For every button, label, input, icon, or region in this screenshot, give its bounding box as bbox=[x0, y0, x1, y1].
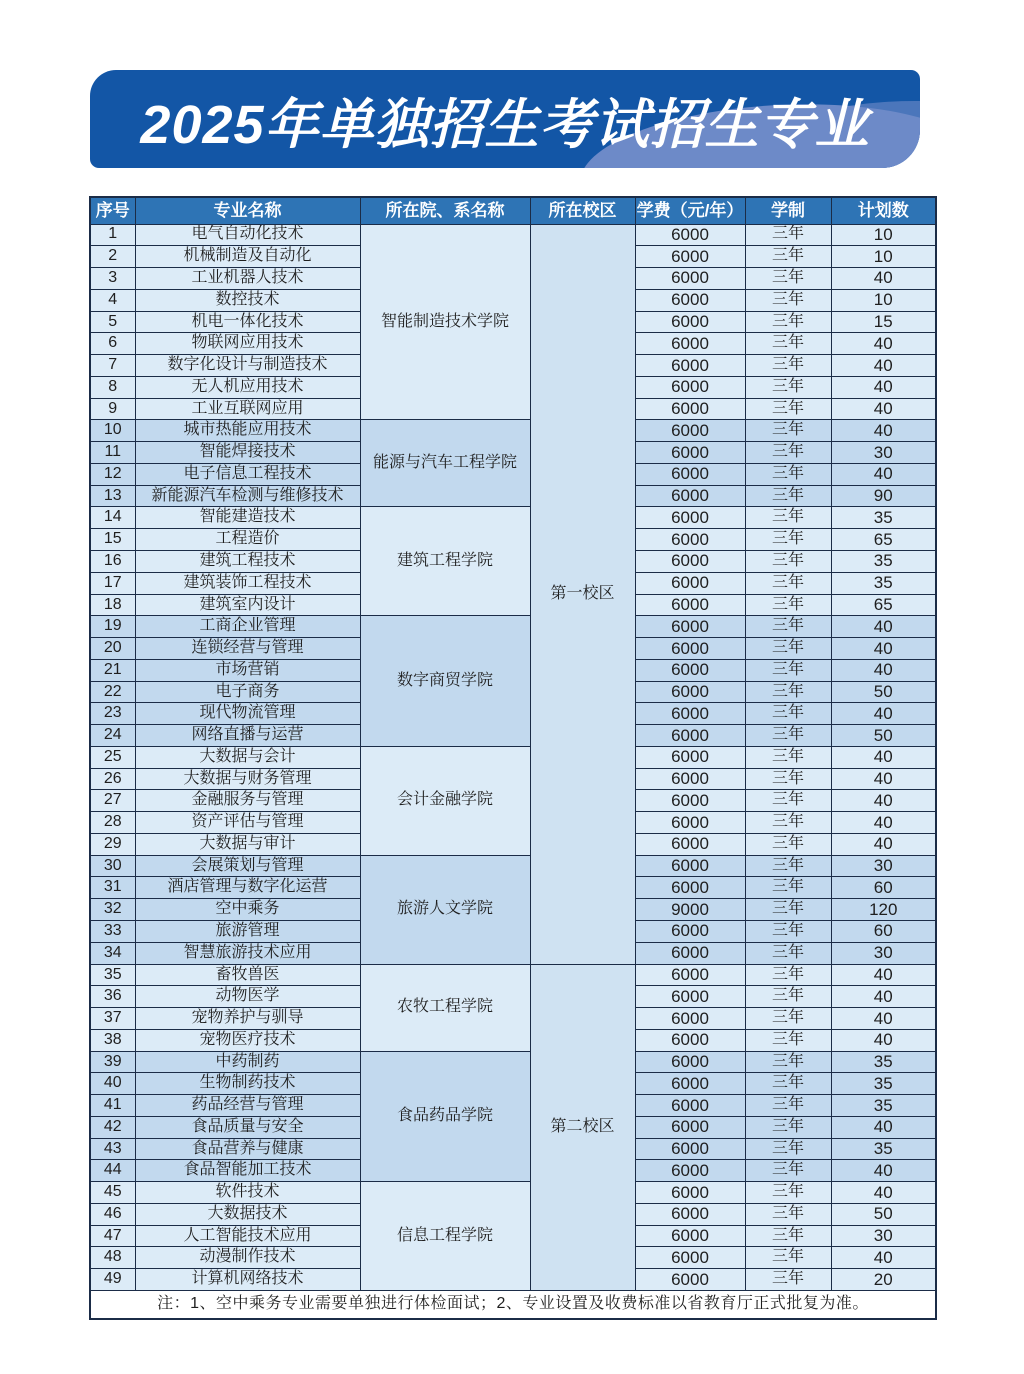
duration-cell: 三年 bbox=[745, 333, 831, 355]
col-fee: 学费（元/年） bbox=[635, 197, 745, 224]
college-cell: 数字商贸学院 bbox=[360, 616, 530, 747]
duration-cell: 三年 bbox=[745, 376, 831, 398]
duration-cell: 三年 bbox=[745, 311, 831, 333]
row-number-cell: 43 bbox=[90, 1138, 135, 1160]
row-number-cell: 7 bbox=[90, 355, 135, 377]
tuition-cell: 9000 bbox=[635, 899, 745, 921]
row-number-cell: 34 bbox=[90, 942, 135, 964]
row-number-cell: 21 bbox=[90, 659, 135, 681]
plan-count-cell: 40 bbox=[831, 1182, 936, 1204]
row-number-cell: 40 bbox=[90, 1073, 135, 1095]
major-name-cell: 食品质量与安全 bbox=[135, 1116, 360, 1138]
major-name-cell: 中药制药 bbox=[135, 1051, 360, 1073]
college-cell: 建筑工程学院 bbox=[360, 507, 530, 616]
row-number-cell: 31 bbox=[90, 877, 135, 899]
plan-count-cell: 35 bbox=[831, 572, 936, 594]
duration-cell: 三年 bbox=[745, 1247, 831, 1269]
plan-count-cell: 40 bbox=[831, 1160, 936, 1182]
duration-cell: 三年 bbox=[745, 463, 831, 485]
major-row bbox=[90, 746, 936, 768]
col-no: 序号 bbox=[90, 197, 135, 224]
college-cell: 信息工程学院 bbox=[360, 1182, 530, 1291]
plan-count-cell: 40 bbox=[831, 659, 936, 681]
row-number-cell: 18 bbox=[90, 594, 135, 616]
col-plan: 计划数 bbox=[831, 197, 936, 224]
major-name-cell: 连锁经营与管理 bbox=[135, 638, 360, 660]
duration-cell: 三年 bbox=[745, 224, 831, 246]
tuition-cell: 6000 bbox=[635, 398, 745, 420]
row-number-cell: 46 bbox=[90, 1203, 135, 1225]
tuition-cell: 6000 bbox=[635, 616, 745, 638]
major-row bbox=[90, 1051, 936, 1073]
major-name-cell: 金融服务与管理 bbox=[135, 790, 360, 812]
row-number-cell: 36 bbox=[90, 986, 135, 1008]
row-number-cell: 41 bbox=[90, 1095, 135, 1117]
row-number-cell: 37 bbox=[90, 1008, 135, 1030]
row-number-cell: 12 bbox=[90, 463, 135, 485]
row-number-cell: 48 bbox=[90, 1247, 135, 1269]
tuition-cell: 6000 bbox=[635, 877, 745, 899]
row-number-cell: 10 bbox=[90, 420, 135, 442]
title-banner bbox=[90, 70, 920, 168]
duration-cell: 三年 bbox=[745, 1182, 831, 1204]
tuition-cell: 6000 bbox=[635, 768, 745, 790]
admissions-table-container bbox=[89, 196, 937, 1320]
tuition-cell: 6000 bbox=[635, 746, 745, 768]
major-name-cell: 电子商务 bbox=[135, 681, 360, 703]
tuition-cell: 6000 bbox=[635, 681, 745, 703]
plan-count-cell: 120 bbox=[831, 899, 936, 921]
plan-count-cell: 40 bbox=[831, 376, 936, 398]
row-number-cell: 26 bbox=[90, 768, 135, 790]
duration-cell: 三年 bbox=[745, 529, 831, 551]
row-number-cell: 22 bbox=[90, 681, 135, 703]
major-name-cell: 建筑装饰工程技术 bbox=[135, 572, 360, 594]
campus-cell: 第二校区 bbox=[530, 964, 635, 1290]
plan-count-cell: 30 bbox=[831, 1225, 936, 1247]
row-number-cell: 39 bbox=[90, 1051, 135, 1073]
tuition-cell: 6000 bbox=[635, 964, 745, 986]
plan-count-cell: 35 bbox=[831, 550, 936, 572]
major-name-cell: 食品营养与健康 bbox=[135, 1138, 360, 1160]
row-number-cell: 2 bbox=[90, 246, 135, 268]
duration-cell: 三年 bbox=[745, 550, 831, 572]
duration-cell: 三年 bbox=[745, 1073, 831, 1095]
row-number-cell: 14 bbox=[90, 507, 135, 529]
major-name-cell: 工业互联网应用 bbox=[135, 398, 360, 420]
plan-count-cell: 65 bbox=[831, 594, 936, 616]
plan-count-cell: 40 bbox=[831, 333, 936, 355]
row-number-cell: 24 bbox=[90, 725, 135, 747]
major-name-cell: 人工智能技术应用 bbox=[135, 1225, 360, 1247]
plan-count-cell: 10 bbox=[831, 289, 936, 311]
tuition-cell: 6000 bbox=[635, 638, 745, 660]
duration-cell: 三年 bbox=[745, 1095, 831, 1117]
duration-cell: 三年 bbox=[745, 790, 831, 812]
plan-count-cell: 40 bbox=[831, 768, 936, 790]
plan-count-cell: 40 bbox=[831, 1029, 936, 1051]
major-name-cell: 建筑室内设计 bbox=[135, 594, 360, 616]
plan-count-cell: 35 bbox=[831, 1138, 936, 1160]
duration-cell: 三年 bbox=[745, 1051, 831, 1073]
row-number-cell: 16 bbox=[90, 550, 135, 572]
college-cell: 智能制造技术学院 bbox=[360, 224, 530, 420]
plan-count-cell: 40 bbox=[831, 746, 936, 768]
major-name-cell: 生物制药技术 bbox=[135, 1073, 360, 1095]
col-college: 所在院、系名称 bbox=[360, 197, 530, 224]
col-campus: 所在校区 bbox=[530, 197, 635, 224]
plan-count-cell: 35 bbox=[831, 507, 936, 529]
tuition-cell: 6000 bbox=[635, 268, 745, 290]
plan-count-cell: 50 bbox=[831, 681, 936, 703]
college-cell: 食品药品学院 bbox=[360, 1051, 530, 1182]
tuition-cell: 6000 bbox=[635, 333, 745, 355]
duration-cell: 三年 bbox=[745, 681, 831, 703]
note-cell: 注：1、空中乘务专业需要单独进行体检面试；2、专业设置及收费标准以省教育厅正式批复为准。 bbox=[90, 1291, 936, 1319]
major-name-cell: 建筑工程技术 bbox=[135, 550, 360, 572]
tuition-cell: 6000 bbox=[635, 1225, 745, 1247]
major-row bbox=[90, 1182, 936, 1204]
major-name-cell: 数控技术 bbox=[135, 289, 360, 311]
major-name-cell: 大数据与财务管理 bbox=[135, 768, 360, 790]
row-number-cell: 47 bbox=[90, 1225, 135, 1247]
duration-cell: 三年 bbox=[745, 942, 831, 964]
plan-count-cell: 60 bbox=[831, 877, 936, 899]
major-row bbox=[90, 507, 936, 529]
major-row bbox=[90, 420, 936, 442]
major-name-cell: 数字化设计与制造技术 bbox=[135, 355, 360, 377]
major-name-cell: 会展策划与管理 bbox=[135, 855, 360, 877]
tuition-cell: 6000 bbox=[635, 1073, 745, 1095]
row-number-cell: 13 bbox=[90, 485, 135, 507]
tuition-cell: 6000 bbox=[635, 463, 745, 485]
plan-count-cell: 50 bbox=[831, 1203, 936, 1225]
duration-cell: 三年 bbox=[745, 398, 831, 420]
duration-cell: 三年 bbox=[745, 899, 831, 921]
plan-count-cell: 40 bbox=[831, 268, 936, 290]
row-number-cell: 17 bbox=[90, 572, 135, 594]
major-name-cell: 工商企业管理 bbox=[135, 616, 360, 638]
duration-cell: 三年 bbox=[745, 572, 831, 594]
major-name-cell: 智能建造技术 bbox=[135, 507, 360, 529]
major-row bbox=[90, 616, 936, 638]
tuition-cell: 6000 bbox=[635, 921, 745, 943]
tuition-cell: 6000 bbox=[635, 1203, 745, 1225]
row-number-cell: 6 bbox=[90, 333, 135, 355]
major-name-cell: 机电一体化技术 bbox=[135, 311, 360, 333]
duration-cell: 三年 bbox=[745, 616, 831, 638]
tuition-cell: 6000 bbox=[635, 1160, 745, 1182]
major-name-cell: 动物医学 bbox=[135, 986, 360, 1008]
row-number-cell: 45 bbox=[90, 1182, 135, 1204]
major-name-cell: 无人机应用技术 bbox=[135, 376, 360, 398]
row-number-cell: 3 bbox=[90, 268, 135, 290]
tuition-cell: 6000 bbox=[635, 855, 745, 877]
major-name-cell: 酒店管理与数字化运营 bbox=[135, 877, 360, 899]
campus-cell: 第一校区 bbox=[530, 224, 635, 964]
tuition-cell: 6000 bbox=[635, 1247, 745, 1269]
row-number-cell: 44 bbox=[90, 1160, 135, 1182]
tuition-cell: 6000 bbox=[635, 572, 745, 594]
plan-count-cell: 40 bbox=[831, 463, 936, 485]
duration-cell: 三年 bbox=[745, 1225, 831, 1247]
tuition-cell: 6000 bbox=[635, 594, 745, 616]
tuition-cell: 6000 bbox=[635, 1051, 745, 1073]
tuition-cell: 6000 bbox=[635, 246, 745, 268]
plan-count-cell: 40 bbox=[831, 964, 936, 986]
row-number-cell: 38 bbox=[90, 1029, 135, 1051]
tuition-cell: 6000 bbox=[635, 1095, 745, 1117]
col-duration: 学制 bbox=[745, 197, 831, 224]
major-name-cell: 大数据技术 bbox=[135, 1203, 360, 1225]
tuition-cell: 6000 bbox=[635, 224, 745, 246]
duration-cell: 三年 bbox=[745, 420, 831, 442]
plan-count-cell: 40 bbox=[831, 833, 936, 855]
major-name-cell: 药品经营与管理 bbox=[135, 1095, 360, 1117]
duration-cell: 三年 bbox=[745, 659, 831, 681]
header-row bbox=[90, 197, 936, 224]
duration-cell: 三年 bbox=[745, 964, 831, 986]
major-name-cell: 资产评估与管理 bbox=[135, 812, 360, 834]
major-name-cell: 电子信息工程技术 bbox=[135, 463, 360, 485]
note-row bbox=[90, 1291, 936, 1319]
plan-count-cell: 40 bbox=[831, 790, 936, 812]
row-number-cell: 28 bbox=[90, 812, 135, 834]
row-number-cell: 35 bbox=[90, 964, 135, 986]
tuition-cell: 6000 bbox=[635, 942, 745, 964]
plan-count-cell: 40 bbox=[831, 355, 936, 377]
tuition-cell: 6000 bbox=[635, 1116, 745, 1138]
major-name-cell: 机械制造及自动化 bbox=[135, 246, 360, 268]
tuition-cell: 6000 bbox=[635, 833, 745, 855]
row-number-cell: 49 bbox=[90, 1269, 135, 1291]
plan-count-cell: 35 bbox=[831, 1051, 936, 1073]
plan-count-cell: 35 bbox=[831, 1095, 936, 1117]
duration-cell: 三年 bbox=[745, 638, 831, 660]
duration-cell: 三年 bbox=[745, 1138, 831, 1160]
tuition-cell: 6000 bbox=[635, 986, 745, 1008]
duration-cell: 三年 bbox=[745, 289, 831, 311]
major-name-cell: 食品智能加工技术 bbox=[135, 1160, 360, 1182]
row-number-cell: 1 bbox=[90, 224, 135, 246]
duration-cell: 三年 bbox=[745, 833, 831, 855]
duration-cell: 三年 bbox=[745, 703, 831, 725]
duration-cell: 三年 bbox=[745, 355, 831, 377]
row-number-cell: 32 bbox=[90, 899, 135, 921]
row-number-cell: 29 bbox=[90, 833, 135, 855]
major-row bbox=[90, 855, 936, 877]
plan-count-cell: 30 bbox=[831, 855, 936, 877]
major-row bbox=[90, 964, 936, 986]
plan-count-cell: 40 bbox=[831, 1247, 936, 1269]
row-number-cell: 27 bbox=[90, 790, 135, 812]
plan-count-cell: 20 bbox=[831, 1269, 936, 1291]
duration-cell: 三年 bbox=[745, 246, 831, 268]
plan-count-cell: 40 bbox=[831, 398, 936, 420]
college-cell: 农牧工程学院 bbox=[360, 964, 530, 1051]
tuition-cell: 6000 bbox=[635, 289, 745, 311]
plan-count-cell: 65 bbox=[831, 529, 936, 551]
duration-cell: 三年 bbox=[745, 986, 831, 1008]
row-number-cell: 33 bbox=[90, 921, 135, 943]
duration-cell: 三年 bbox=[745, 1029, 831, 1051]
tuition-cell: 6000 bbox=[635, 420, 745, 442]
row-number-cell: 42 bbox=[90, 1116, 135, 1138]
tuition-cell: 6000 bbox=[635, 550, 745, 572]
major-name-cell: 大数据与会计 bbox=[135, 746, 360, 768]
duration-cell: 三年 bbox=[745, 1203, 831, 1225]
duration-cell: 三年 bbox=[745, 725, 831, 747]
plan-count-cell: 40 bbox=[831, 1116, 936, 1138]
row-number-cell: 19 bbox=[90, 616, 135, 638]
plan-count-cell: 15 bbox=[831, 311, 936, 333]
tuition-cell: 6000 bbox=[635, 703, 745, 725]
tuition-cell: 6000 bbox=[635, 1269, 745, 1291]
tuition-cell: 6000 bbox=[635, 485, 745, 507]
plan-count-cell: 90 bbox=[831, 485, 936, 507]
row-number-cell: 9 bbox=[90, 398, 135, 420]
duration-cell: 三年 bbox=[745, 507, 831, 529]
major-name-cell: 工业机器人技术 bbox=[135, 268, 360, 290]
page-title: 2025年单独招生考试招生专业 bbox=[140, 95, 870, 155]
major-name-cell: 市场营销 bbox=[135, 659, 360, 681]
duration-cell: 三年 bbox=[745, 877, 831, 899]
duration-cell: 三年 bbox=[745, 746, 831, 768]
row-number-cell: 30 bbox=[90, 855, 135, 877]
row-number-cell: 8 bbox=[90, 376, 135, 398]
row-number-cell: 5 bbox=[90, 311, 135, 333]
plan-count-cell: 30 bbox=[831, 442, 936, 464]
duration-cell: 三年 bbox=[745, 1116, 831, 1138]
tuition-cell: 6000 bbox=[635, 659, 745, 681]
plan-count-cell: 60 bbox=[831, 921, 936, 943]
duration-cell: 三年 bbox=[745, 268, 831, 290]
tuition-cell: 6000 bbox=[635, 790, 745, 812]
plan-count-cell: 50 bbox=[831, 725, 936, 747]
major-name-cell: 宠物养护与驯导 bbox=[135, 1008, 360, 1030]
tuition-cell: 6000 bbox=[635, 1138, 745, 1160]
college-cell: 旅游人文学院 bbox=[360, 855, 530, 964]
admissions-table bbox=[89, 196, 937, 1320]
major-row bbox=[90, 224, 936, 246]
duration-cell: 三年 bbox=[745, 921, 831, 943]
plan-count-cell: 35 bbox=[831, 1073, 936, 1095]
major-name-cell: 物联网应用技术 bbox=[135, 333, 360, 355]
tuition-cell: 6000 bbox=[635, 1182, 745, 1204]
major-name-cell: 城市热能应用技术 bbox=[135, 420, 360, 442]
tuition-cell: 6000 bbox=[635, 1029, 745, 1051]
row-number-cell: 25 bbox=[90, 746, 135, 768]
major-name-cell: 工程造价 bbox=[135, 529, 360, 551]
row-number-cell: 23 bbox=[90, 703, 135, 725]
plan-count-cell: 40 bbox=[831, 638, 936, 660]
college-cell: 能源与汽车工程学院 bbox=[360, 420, 530, 507]
tuition-cell: 6000 bbox=[635, 529, 745, 551]
major-name-cell: 宠物医疗技术 bbox=[135, 1029, 360, 1051]
duration-cell: 三年 bbox=[745, 1008, 831, 1030]
row-number-cell: 20 bbox=[90, 638, 135, 660]
plan-count-cell: 40 bbox=[831, 616, 936, 638]
major-name-cell: 电气自动化技术 bbox=[135, 224, 360, 246]
tuition-cell: 6000 bbox=[635, 507, 745, 529]
plan-count-cell: 40 bbox=[831, 986, 936, 1008]
plan-count-cell: 10 bbox=[831, 224, 936, 246]
tuition-cell: 6000 bbox=[635, 376, 745, 398]
duration-cell: 三年 bbox=[745, 812, 831, 834]
plan-count-cell: 30 bbox=[831, 942, 936, 964]
duration-cell: 三年 bbox=[745, 485, 831, 507]
major-name-cell: 智能焊接技术 bbox=[135, 442, 360, 464]
major-name-cell: 旅游管理 bbox=[135, 921, 360, 943]
major-name-cell: 计算机网络技术 bbox=[135, 1269, 360, 1291]
plan-count-cell: 40 bbox=[831, 812, 936, 834]
row-number-cell: 15 bbox=[90, 529, 135, 551]
duration-cell: 三年 bbox=[745, 855, 831, 877]
plan-count-cell: 40 bbox=[831, 1008, 936, 1030]
major-name-cell: 智慧旅游技术应用 bbox=[135, 942, 360, 964]
col-major: 专业名称 bbox=[135, 197, 360, 224]
major-name-cell: 空中乘务 bbox=[135, 899, 360, 921]
duration-cell: 三年 bbox=[745, 1269, 831, 1291]
major-name-cell: 畜牧兽医 bbox=[135, 964, 360, 986]
duration-cell: 三年 bbox=[745, 768, 831, 790]
tuition-cell: 6000 bbox=[635, 1008, 745, 1030]
duration-cell: 三年 bbox=[745, 1160, 831, 1182]
college-cell: 会计金融学院 bbox=[360, 746, 530, 855]
plan-count-cell: 40 bbox=[831, 703, 936, 725]
plan-count-cell: 10 bbox=[831, 246, 936, 268]
row-number-cell: 11 bbox=[90, 442, 135, 464]
tuition-cell: 6000 bbox=[635, 442, 745, 464]
major-name-cell: 大数据与审计 bbox=[135, 833, 360, 855]
duration-cell: 三年 bbox=[745, 442, 831, 464]
duration-cell: 三年 bbox=[745, 594, 831, 616]
row-number-cell: 4 bbox=[90, 289, 135, 311]
major-name-cell: 网络直播与运营 bbox=[135, 725, 360, 747]
tuition-cell: 6000 bbox=[635, 355, 745, 377]
major-name-cell: 新能源汽车检测与维修技术 bbox=[135, 485, 360, 507]
tuition-cell: 6000 bbox=[635, 812, 745, 834]
major-name-cell: 动漫制作技术 bbox=[135, 1247, 360, 1269]
major-name-cell: 现代物流管理 bbox=[135, 703, 360, 725]
plan-count-cell: 40 bbox=[831, 420, 936, 442]
tuition-cell: 6000 bbox=[635, 725, 745, 747]
tuition-cell: 6000 bbox=[635, 311, 745, 333]
major-name-cell: 软件技术 bbox=[135, 1182, 360, 1204]
